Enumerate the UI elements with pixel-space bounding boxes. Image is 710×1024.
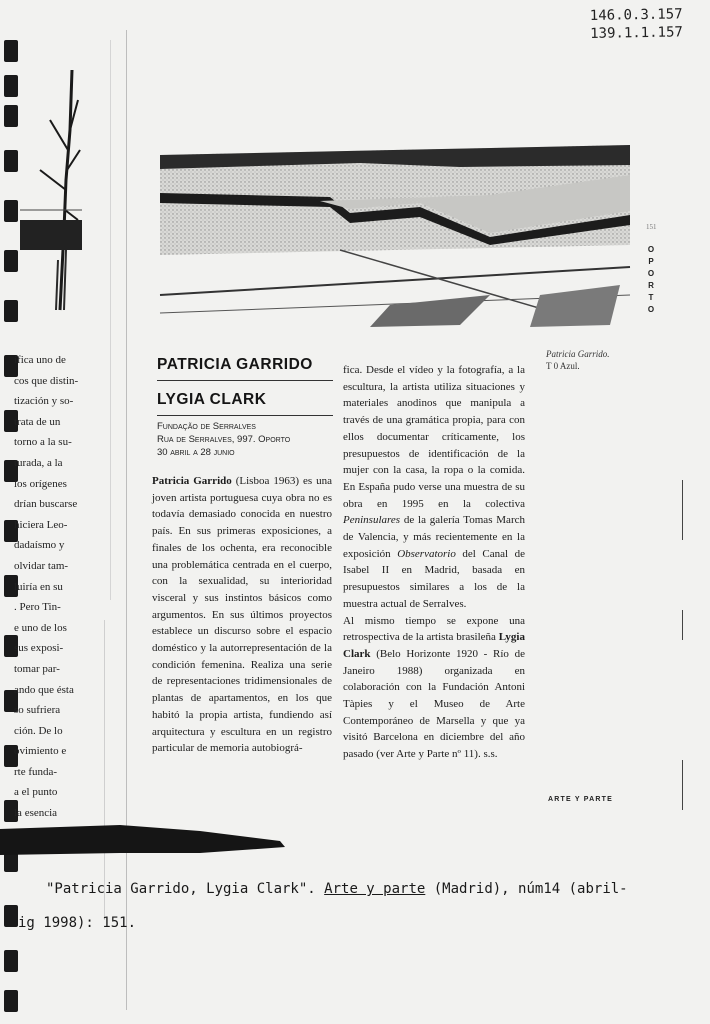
citation-journal: Arte y parte [324,881,426,897]
margin-mark [682,610,683,640]
fragment-line: so sufriera [14,704,61,717]
fragment-line: drían buscarse [14,498,78,511]
section-letter: T [648,293,654,302]
binding-hole [4,990,18,1012]
binding-hole [4,200,18,222]
archive-reference [590,5,701,43]
margin-mark [682,760,683,810]
archive-ref-line: 139.1.1.157 [590,24,684,42]
fragment-line: ovimiento e [14,745,67,758]
fragment-line: e uno de los [14,621,67,634]
fragment-line: ción. De lo [14,724,63,737]
binding-hole [4,105,18,127]
fragment-line: los orígenes [14,477,67,490]
paragraph-text: (Lisboa 1963) es una joven artista portuguesa cuya obra no es todavía demasiado conocida en nuestro país. En sus primeras exposiciones, a finales de los ochenta, era reconocible una problemática centrada en el cuerpo, con la sexualidad, su interioridad visceral y sus instintos básicos como argumentos. En sus últimos proyectos establece un discurso sobre el espacio doméstico y la autorrepresentación de la condición femenina. Realiza una serie de representaciones tridimensionales de plantas de apartamentos, en los que habitó la propia artista, fundiendo así arquitectura y escultura en un registro particular de memoria autobiográ- [152,475,332,755]
fragment-line: torno a la su- [14,436,72,449]
citation-line-1 [46,872,686,906]
fragment-line: . Pero Tin- [14,601,61,614]
paragraph-text: (Belo Horizonte 1920 - Río de Janeiro 1988) organizada en colaboración con la Fundación Antoni Tàpies y el Museo de Arte Contemporáneo de Marsella y que ya visitó Barcelona en diciembre del año pasado (ver Arte y Parte nº 11). s.s. [343,647,525,761]
article-column-2 [343,362,525,763]
paragraph-text: del Canal de Isabel II en Madrid, basada en presupuestos similares a los de la muestra actual de Serralves. [343,547,525,610]
paragraph [343,362,525,613]
section-letter: R [648,281,654,290]
citation-title: "Patricia Garrido, Lygia Clark". [46,881,325,897]
exhibition-title: Observatorio [397,547,456,560]
left-page-text-fragment [14,350,98,820]
binding-hole [4,300,18,322]
fragment-line: hiciera Leo- [14,518,68,531]
binding-hole [4,40,18,62]
citation-line-2: ig 1998): 151. [18,915,137,931]
caption-work: T 0 Azul. [546,361,580,371]
title-rule [157,415,333,416]
section-letter: P [648,257,654,266]
artist-title-2: LYGIA CLARK [157,391,267,408]
article-header [157,356,333,459]
section-letter: O [647,305,655,314]
fragment-line: rte funda- [14,765,58,778]
binding-hole [4,250,18,272]
fragment-line: cos que distin- [14,374,79,387]
binding-hole [4,75,18,97]
fragment-line: turada, a la [14,456,63,469]
venue-info [157,420,333,459]
fragment-line: sus exposi- [14,642,64,655]
page-gutter-line [126,30,127,1010]
scan-black-bar [0,823,285,857]
bibliographic-citation [18,872,686,940]
artist-name: Patricia Garrido [152,475,232,487]
title-rule [157,380,333,381]
margin-mark [682,480,683,540]
exhibition-title: Peninsulares [343,514,401,527]
artist-title-1: PATRICIA GARRIDO [157,356,313,373]
paragraph-text: fica. Desde el vídeo y la fotografía, a la escultura, la artista utiliza situaciones y materiales anodinos que manipula a través de una gramática propia, para con ellos documentar críticamente, los presupuestos de identificación de la mujer con la casa, la ropa o la comida. En España pudo verse una muestra de su obra en 1995 en la colectiva [343,364,525,510]
caption-artist: Patricia Garrido. [546,349,610,359]
fragment-line: la esencia [14,807,58,820]
archive-ref-line: 146.0.3.157 [589,6,683,24]
fragment-line: ifica uno de [14,354,66,366]
citation-details: (Madrid), núm14 (abril- [425,881,628,897]
binding-hole [4,905,18,927]
article-column-1 [152,473,332,757]
section-letter: O [647,269,655,278]
section-label-oporto [646,244,656,316]
fragment-line: a el punto [14,786,58,799]
fragment-line: ando que ésta [14,683,74,696]
photo-caption [546,348,646,372]
fragment-line: dadaísmo y [14,539,65,552]
paragraph [343,613,525,763]
page-shadow-line [110,40,111,600]
fragment-line: tomar par- [14,662,60,675]
page-number: 151 [646,223,657,231]
binding-hole [4,150,18,172]
binding-hole [4,950,18,972]
paragraph-text: de la galería Tomas March de Valencia, y más recientemente en la exposición [343,514,525,560]
fragment-line: olvidar tam- [14,559,69,572]
exhibition-dates: 30 abril a 28 junio [157,447,235,458]
tree-photo [20,70,82,310]
artist-name: Lygia Clark [343,631,525,660]
paragraph [152,473,332,757]
venue-address: Rua de Serralves, 997. Oporto [157,434,291,445]
fragment-line: trata de un [14,415,61,428]
artwork-photo [160,145,630,335]
venue-name: Fundação de Serralves [157,421,256,432]
section-letter: O [647,245,655,254]
fragment-line: luiría en su [14,580,63,593]
paragraph-text: Al mismo tiempo se expone una retrospectiva de la artista brasileña [343,614,525,644]
magazine-footer-label: ARTE Y PARTE [548,796,613,803]
fragment-line: tización y so- [14,395,74,408]
